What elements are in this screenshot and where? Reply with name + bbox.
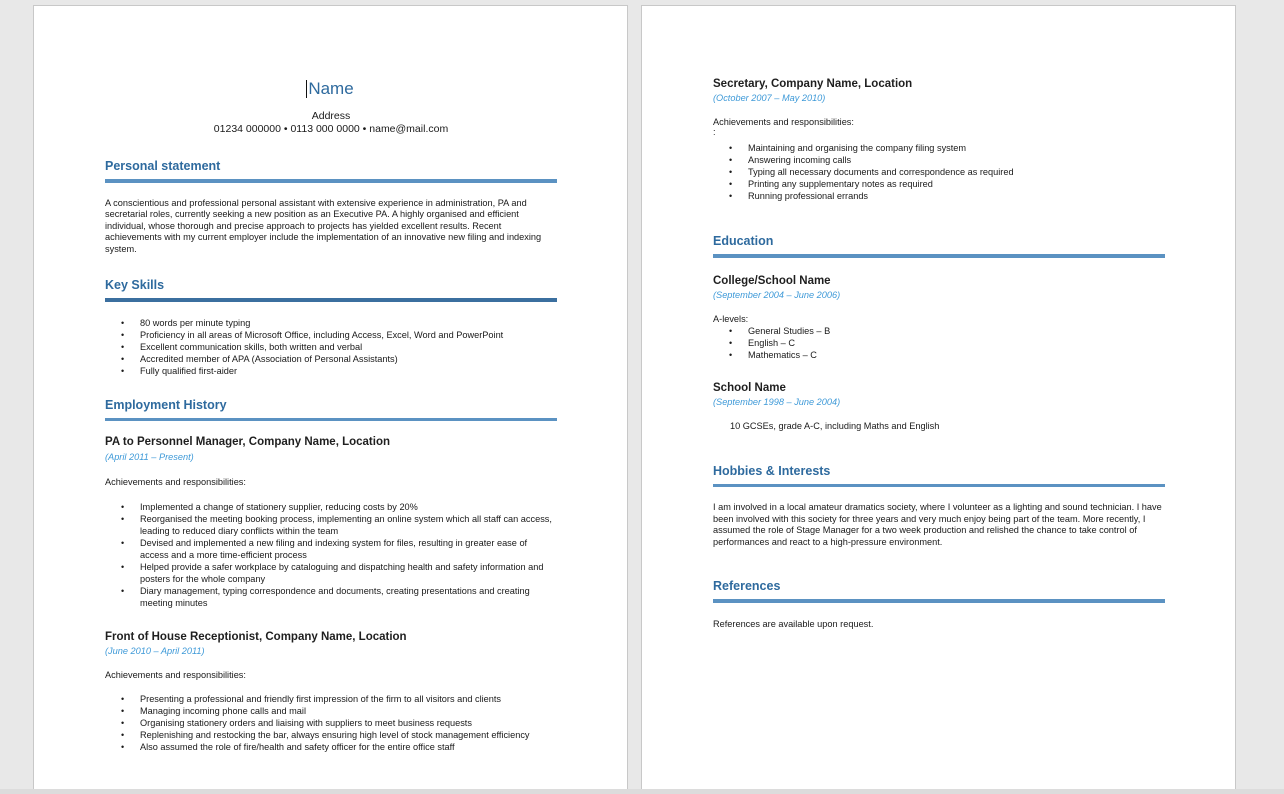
list-item: • Maintaining and organising the company filing system bbox=[713, 142, 1165, 154]
section-title: Employment History bbox=[105, 397, 227, 412]
list-item: • Diary management, typing correspondence and documents, creating presentations and creating meeting minutes bbox=[105, 585, 557, 609]
section-rule bbox=[105, 298, 557, 302]
list-item: • 80 words per minute typing bbox=[105, 317, 557, 329]
job-intro: Achievements and responsibilities: bbox=[105, 670, 246, 681]
key-skills-list bbox=[105, 317, 557, 377]
section-rule bbox=[105, 179, 557, 183]
resume-contact: 01234 000000 • 0113 000 0000 • name@mail.com bbox=[213, 123, 449, 135]
education-entry bbox=[713, 381, 1165, 432]
job-title: Front of House Receptionist, Company Name, Location bbox=[105, 631, 407, 644]
hobbies-section bbox=[713, 463, 1165, 549]
job-responsibilities bbox=[713, 142, 1165, 202]
list-item: • Implemented a change of stationery supplier, reducing costs by 20% bbox=[105, 501, 557, 513]
list-item: • Presenting a professional and friendly first impression of the firm to all visitors and clients bbox=[105, 693, 557, 705]
school-name: College/School Name bbox=[713, 274, 831, 287]
list-item: • Excellent communication skills, both written and verbal bbox=[105, 341, 557, 353]
section-title: References bbox=[713, 579, 781, 594]
resume-name-text: Name bbox=[308, 79, 354, 98]
job-intro: Achievements and responsibilities: bbox=[105, 477, 246, 488]
school-dates: (September 1998 – June 2004) bbox=[713, 396, 841, 407]
employment-section bbox=[105, 397, 557, 754]
job-entry bbox=[713, 77, 1165, 202]
job-responsibilities bbox=[105, 501, 557, 609]
list-item: • Accredited member of APA (Association of Personal Assistants) bbox=[105, 353, 557, 365]
job-dates: (April 2011 – Present) bbox=[105, 452, 194, 463]
section-title: Personal statement bbox=[105, 159, 221, 173]
job-dates: (October 2007 – May 2010) bbox=[713, 93, 826, 103]
job-responsibilities bbox=[105, 693, 557, 753]
section-rule bbox=[713, 599, 1165, 603]
job-entry bbox=[105, 630, 557, 753]
school-dates: (September 2004 – June 2006) bbox=[713, 289, 841, 300]
section-rule bbox=[713, 254, 1165, 258]
list-item: • Answering incoming calls bbox=[713, 154, 1165, 166]
list-item: • General Studies – B bbox=[713, 325, 1165, 337]
hobbies-text: I am involved in a local amateur dramatics society, where I volunteer as a lighting and sound technician. I have been involved with this society for three years and very much enjoy being part of the team. More recently, I assumed the role of Stage Manager for a two week production and relished the chance to take control of performances and react to a high-pressure environment. bbox=[713, 502, 1162, 547]
list-item: • English – C bbox=[713, 337, 1165, 349]
stray-colon: : bbox=[713, 127, 716, 137]
resume-name[interactable] bbox=[308, 79, 353, 99]
resume-header bbox=[105, 6, 557, 136]
job-dates: (June 2010 – April 2011) bbox=[105, 646, 205, 657]
list-item: • Helped provide a safer workplace by cataloguing and dispatching health and safety information and posters for the whole company bbox=[105, 561, 557, 585]
references-section bbox=[713, 578, 1165, 630]
horizontal-scrollbar[interactable] bbox=[0, 789, 1284, 794]
job-entry bbox=[105, 435, 557, 609]
text-cursor bbox=[306, 80, 307, 98]
list-item: • Managing incoming phone calls and mail bbox=[105, 705, 557, 717]
key-skills-section bbox=[105, 277, 557, 377]
page-1-content bbox=[105, 6, 557, 753]
education-intro: A-levels: bbox=[713, 313, 749, 324]
job-title: Secretary, Company Name, Location bbox=[713, 78, 913, 90]
job-intro: Achievements and responsibilities: bbox=[713, 117, 854, 127]
list-item: • Devised and implemented a new filing and indexing system for files, resulting in greater ease of access and a more time-efficient process bbox=[105, 537, 557, 561]
job-title: PA to Personnel Manager, Company Name, Location bbox=[105, 436, 391, 449]
list-item: • Reorganised the meeting booking process, implementing an online system which all staff can access, leading to reduced diary conflicts within the team bbox=[105, 513, 557, 537]
grades-list bbox=[713, 325, 1165, 361]
personal-statement-text: A conscientious and professional personal assistant with extensive experience in administration, PA and secretarial roles, currently seeking a new position as an Executive PA. A highly organised and efficient individual, whose thorough and precise approach to projects has yielded excellent results. Recent achievements with my current employer include the implementation of an innovative new filing and indexing system. bbox=[105, 197, 542, 254]
section-title: Education bbox=[713, 234, 774, 248]
document-page-1 bbox=[33, 5, 628, 794]
list-item: • Proficiency in all areas of Microsoft Office, including Access, Excel, Word and PowerPoint bbox=[105, 329, 557, 341]
list-item: • Also assumed the role of fire/health and safety officer for the entire office staff bbox=[105, 741, 557, 753]
education-entry bbox=[713, 274, 1165, 361]
school-detail: 10 GCSEs, grade A-C, including Maths and English bbox=[730, 420, 940, 431]
education-section bbox=[713, 233, 1165, 432]
section-rule bbox=[713, 484, 1165, 488]
section-title: Key Skills bbox=[105, 278, 165, 293]
page-2-content bbox=[713, 6, 1165, 630]
school-name: School Name bbox=[713, 381, 786, 394]
section-title: Hobbies & Interests bbox=[713, 463, 831, 478]
personal-statement-section bbox=[105, 158, 557, 255]
list-item: • Mathematics – C bbox=[713, 349, 1165, 361]
list-item: • Organising stationery orders and liaising with suppliers to meet business requests bbox=[105, 717, 557, 729]
section-rule bbox=[105, 418, 557, 422]
list-item: • Running professional errands bbox=[713, 190, 1165, 202]
list-item: • Replenishing and restocking the bar, always ensuring high level of stock management efficiency bbox=[105, 729, 557, 741]
list-item: • Fully qualified first-aider bbox=[105, 365, 557, 377]
resume-address: Address bbox=[311, 110, 351, 122]
list-item: • Typing all necessary documents and correspondence as required bbox=[713, 166, 1165, 178]
document-page-2 bbox=[641, 5, 1236, 794]
references-text: References are available upon request. bbox=[713, 618, 874, 629]
list-item: • Printing any supplementary notes as required bbox=[713, 178, 1165, 190]
